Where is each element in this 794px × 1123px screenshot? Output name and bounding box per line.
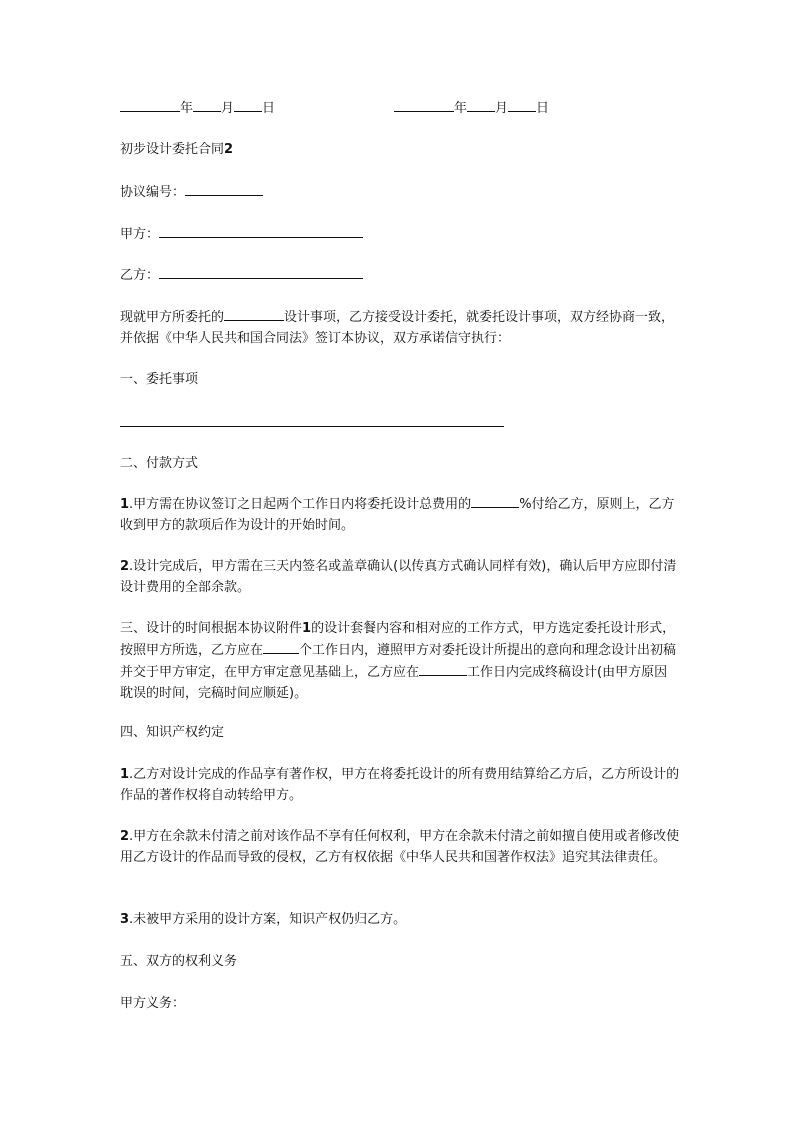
payment-percent-blank xyxy=(471,493,519,508)
agreement-no-blank xyxy=(185,181,263,196)
date-line xyxy=(120,97,275,119)
agreement-number-line xyxy=(120,181,263,203)
section-4-heading: 四、知识产权约定 xyxy=(120,725,225,740)
payment-2-number: 2 xyxy=(120,559,130,574)
party-a-line xyxy=(120,223,363,245)
section-3-final-days-blank xyxy=(419,661,467,676)
party-a-duties-heading: 甲方义务： xyxy=(120,996,186,1011)
intro-text-2: 设计事项，乙方接受设计委托，就委托设计事项，双方经协商一致，并依据《中华人民共和国合同法》签订本协议，双方承诺信守执行： xyxy=(120,310,675,346)
document-title xyxy=(120,139,233,160)
year-label: 年 xyxy=(180,101,194,116)
month-label: 月 xyxy=(221,101,235,116)
day-label: 日 xyxy=(262,101,276,116)
ip-2-number: 2 xyxy=(120,829,130,844)
section-3-number: 1 xyxy=(302,621,312,636)
section-5-heading: 五、双方的权利义务 xyxy=(120,954,238,969)
date-line-right xyxy=(394,97,549,119)
party-b-blank xyxy=(159,264,363,279)
section-3-text-d: 工作日内完成终稿设计(由甲方原因耽误的时间，完稿时间应顺延)。 xyxy=(120,665,668,701)
title-number: 2 xyxy=(224,142,234,157)
section-1-heading: 一、委托事项 xyxy=(120,372,199,387)
section-1-fill-line xyxy=(120,426,504,427)
party-a-blank xyxy=(159,223,363,238)
ip-item-2 xyxy=(120,826,680,868)
payment-1-text-a: .甲方需在协议签订之日起两个工作日内将委托设计总费用的 xyxy=(129,497,472,512)
section-3-text-b: 的设计套餐内容和相对应的工作方式，甲方选定委托设计形式，按照甲方所选，乙方应在 xyxy=(120,621,676,658)
day-label-right: 日 xyxy=(536,101,550,116)
intro-paragraph xyxy=(120,306,680,349)
year-blank-left xyxy=(120,97,180,112)
party-b-label: 乙方： xyxy=(120,268,160,283)
title-text: 初步设计委托合同 xyxy=(120,142,225,157)
ip-2-text: .甲方在余款未付清之前对该作品不享有任何权利，甲方在余款未付清之前如擅自使用或者修改使用乙方设计的作品而导致的侵权，乙方有权依据《中华人民共和国著作权法》追究其法律责任。 xyxy=(120,829,680,865)
ip-item-3 xyxy=(120,909,680,930)
ip-1-number: 1 xyxy=(120,767,130,782)
party-a-label: 甲方： xyxy=(120,227,160,242)
month-label-right: 月 xyxy=(495,101,509,116)
section-3-paragraph xyxy=(120,618,680,704)
month-blank-left xyxy=(193,97,221,112)
payment-item-1 xyxy=(120,493,680,536)
section-2-heading: 二、付款方式 xyxy=(120,456,199,471)
ip-3-text: .未被甲方采用的设计方案，知识产权仍归乙方。 xyxy=(129,912,407,927)
year-label-right: 年 xyxy=(454,101,468,116)
party-b-line xyxy=(120,264,363,286)
day-blank-left xyxy=(234,97,262,112)
payment-1-text-b: %付给乙方，原则上，乙方收到甲方的款项后作为设计的开始时间。 xyxy=(120,497,675,533)
payment-2-text: .设计完成后，甲方需在三天内签名或盖章确认(以传真方式确认同样有效)，确认后甲方应即付清设计费用的全部余款。 xyxy=(120,559,677,595)
ip-3-number: 3 xyxy=(120,912,130,927)
intro-text-1: 现就甲方所委托的 xyxy=(120,310,225,325)
ip-item-1 xyxy=(120,764,680,806)
agreement-no-label: 协议编号： xyxy=(120,185,186,200)
year-blank-right xyxy=(394,97,454,112)
section-3-days-blank xyxy=(263,639,299,654)
payment-1-number: 1 xyxy=(120,497,130,512)
payment-item-2 xyxy=(120,556,680,598)
month-blank-right xyxy=(467,97,495,112)
day-blank-right xyxy=(508,97,536,112)
intro-blank xyxy=(224,306,284,321)
section-3-text-c: 个工作日内，遵照甲方对委托设计所提出的意向和理念设计出初稿并交于甲方审定，在甲方审定意见基础上，乙方应在 xyxy=(120,643,677,680)
ip-1-text: .乙方对设计完成的作品享有著作权，甲方在将委托设计的所有费用结算给乙方后，乙方所设计的作品的著作权将自动转给甲方。 xyxy=(120,767,680,803)
section-3-text-a: 三、设计的时间根据本协议附件 xyxy=(120,621,303,636)
